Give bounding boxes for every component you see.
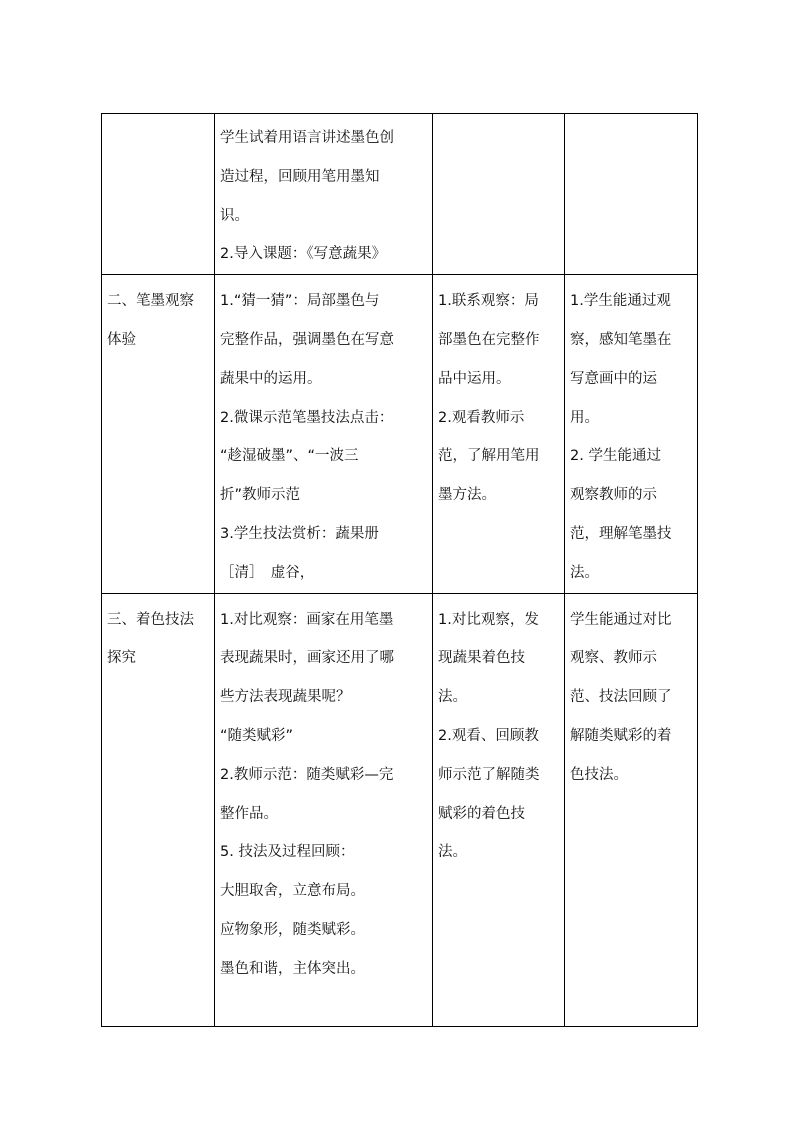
- cell-text-line: 蔬果中的运用。: [220, 370, 322, 387]
- cell-text-line: “随类赋彩”: [220, 727, 294, 744]
- lesson-plan-table: [101, 113, 698, 1027]
- design-intent-cell: [565, 275, 698, 593]
- cell-text-line: 学生能通过对比: [570, 611, 672, 628]
- cell-text-line: 品中运用。: [438, 370, 511, 387]
- cell-text-line: 法。: [570, 564, 599, 581]
- cell-text-line: 三、着色技法: [107, 611, 194, 628]
- cell-text-line: 解随类赋彩的着: [570, 727, 672, 744]
- cell-text-line: 3.学生技法赏析：蔬果册: [220, 525, 379, 542]
- cell-text-line: 观察教师的示: [570, 487, 657, 504]
- cell-text-line: 现蔬果着色技: [438, 650, 525, 667]
- cell-text-line: 1.联系观察：局: [438, 293, 539, 310]
- table-row: [102, 114, 698, 275]
- cell-text-line: 观察、教师示: [570, 650, 657, 667]
- cell-text-line: 折”教师示范: [220, 487, 301, 504]
- cell-text-line: 2.观看教师示: [438, 409, 525, 426]
- table-row: [102, 593, 698, 1026]
- cell-text-line: “趁湿破墨”、“一波三: [220, 448, 359, 465]
- cell-text-line: 些方法表现蔬果呢？: [220, 689, 351, 706]
- cell-text-line: 应物象形，随类赋彩。: [220, 921, 365, 938]
- stage-cell: [102, 114, 215, 275]
- cell-text-line: 2.教师示范：随类赋彩—完: [220, 766, 394, 783]
- cell-text-line: 识。: [220, 207, 249, 224]
- design-intent-cell: [565, 114, 698, 275]
- cell-text-line: 用。: [570, 409, 599, 426]
- cell-text-line: 探究: [107, 650, 136, 667]
- cell-text-line: 2.导入课题：《写意蔬果》: [220, 246, 387, 263]
- cell-text-line: 法。: [438, 689, 467, 706]
- cell-text-line: ［清］ 虚谷，: [220, 564, 315, 581]
- cell-text-line: 察，感知笔墨在: [570, 331, 672, 348]
- cell-text-line: 大胆取舍，立意布局。: [220, 883, 365, 900]
- teacher-activity-cell: [215, 114, 433, 275]
- cell-text-line: 部墨色在完整作: [438, 331, 540, 348]
- cell-text-line: 二、笔墨观察: [107, 293, 194, 310]
- cell-text-line: 2.微课示范笔墨技法点击：: [220, 409, 394, 426]
- cell-text-line: 范、技法回顾了: [570, 689, 672, 706]
- cell-text-line: 2.观看、回顾教: [438, 727, 539, 744]
- design-intent-cell: [565, 593, 698, 1026]
- cell-text-line: 法。: [438, 844, 467, 861]
- cell-text-line: 师示范了解随类: [438, 766, 540, 783]
- cell-text-line: 墨色和谐，主体突出。: [220, 960, 365, 977]
- cell-text-line: 墨方法。: [438, 487, 496, 504]
- cell-text-line: 完整作品，强调墨色在写意: [220, 331, 394, 348]
- cell-text-line: 写意画中的运: [570, 370, 657, 387]
- cell-text-line: 1.对比观察：画家在用笔墨: [220, 611, 394, 628]
- cell-text-line: 1.学生能通过观: [570, 293, 671, 310]
- cell-text-line: 学生试着用语言讲述墨色创: [220, 130, 394, 146]
- stage-cell: [102, 275, 215, 593]
- cell-text-line: 2. 学生能通过: [570, 448, 661, 465]
- teacher-activity-cell: [215, 593, 433, 1026]
- cell-text-line: 范，了解用笔用: [438, 448, 540, 465]
- cell-text-line: 整作品。: [220, 805, 278, 822]
- stage-cell: [102, 593, 215, 1026]
- cell-text-line: 表现蔬果时，画家还用了哪: [220, 650, 394, 667]
- cell-text-line: 5. 技法及过程回顾：: [220, 844, 355, 861]
- cell-text-line: 范，理解笔墨技: [570, 525, 672, 542]
- cell-text-line: 1.“猜一猜”：局部墨色与: [220, 293, 380, 310]
- student-activity-cell: [433, 275, 565, 593]
- cell-text-line: 色技法。: [570, 766, 628, 783]
- cell-text-line: 赋彩的着色技: [438, 805, 525, 822]
- student-activity-cell: [433, 114, 565, 275]
- cell-text-line: 1.对比观察，发: [438, 611, 539, 628]
- teacher-activity-cell: [215, 275, 433, 593]
- cell-text-line: 体验: [107, 331, 136, 348]
- cell-text-line: 造过程，回顾用笔用墨知: [220, 168, 380, 185]
- table-row: [102, 275, 698, 593]
- student-activity-cell: [433, 593, 565, 1026]
